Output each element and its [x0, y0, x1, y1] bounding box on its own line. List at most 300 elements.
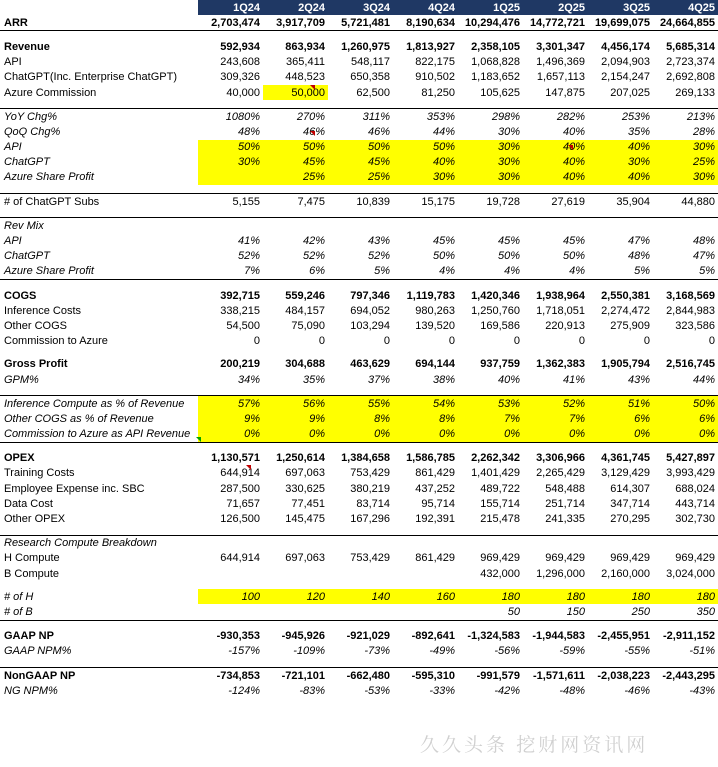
- cell-nonnp-1q24[interactable]: -734,853: [198, 667, 263, 683]
- cell-azure-3q25[interactable]: 207,025: [610, 86, 650, 99]
- cell-gap11-3q25[interactable]: [588, 620, 653, 629]
- cell-bcompute-2q25[interactable]: 1,296,000: [536, 567, 585, 580]
- cell-gap9-4q25[interactable]: [653, 527, 718, 536]
- cell-yoy-1q25[interactable]: 298%: [458, 109, 523, 125]
- cell-mix_chatgpt-4q25[interactable]: 47%: [692, 250, 715, 263]
- cell-commrev-4q24[interactable]: 0%: [393, 427, 458, 443]
- cell-commazure-2q24[interactable]: 0: [318, 335, 325, 348]
- cell-othercogs-3q25[interactable]: 275,909: [610, 319, 650, 332]
- row-label-gap11[interactable]: [0, 620, 198, 629]
- cell-qoq_chatgpt-1q24[interactable]: 30%: [198, 155, 263, 170]
- row-label-revenue[interactable]: Revenue: [4, 40, 50, 53]
- cell-gap7-1q25[interactable]: [458, 387, 523, 396]
- cell-commazure-4q25[interactable]: 0: [708, 335, 715, 348]
- cell-revmix-1q24[interactable]: [198, 218, 263, 234]
- row-label-gpm[interactable]: GPM%: [4, 373, 39, 386]
- cell-datacost-4q24[interactable]: 95,714: [421, 497, 455, 510]
- cell-mix_api-4q25[interactable]: 48%: [692, 235, 715, 248]
- cell-cogs-2q25[interactable]: 1,938,964: [536, 289, 585, 302]
- cell-mix_api-1q25[interactable]: 45%: [497, 235, 520, 248]
- cell-qoq_chatgpt-4q25[interactable]: 25%: [653, 155, 718, 170]
- row-label-bcompute[interactable]: B Compute: [4, 567, 60, 580]
- cell-numb-2q24[interactable]: [263, 604, 328, 620]
- cell-azure-3q24[interactable]: 62,500: [356, 86, 390, 99]
- cell-gaapnp-4q25[interactable]: -2,911,152: [663, 630, 715, 643]
- row-label-gap3[interactable]: [0, 185, 198, 194]
- cell-gap12-2q24[interactable]: [263, 659, 328, 668]
- cell-gap1-4q25[interactable]: [653, 31, 718, 40]
- cell-mix_api-3q24[interactable]: 43%: [367, 235, 390, 248]
- cell-inference-3q25[interactable]: 2,274,472: [601, 304, 650, 317]
- row-label-gp[interactable]: Gross Profit: [4, 358, 68, 371]
- cell-numh-4q25[interactable]: 180: [653, 589, 718, 604]
- cell-training-2q25[interactable]: 2,265,429: [536, 467, 585, 480]
- cell-revmix-3q24[interactable]: [328, 218, 393, 234]
- cell-gap6-4q25[interactable]: [653, 349, 718, 357]
- cell-cogs-3q25[interactable]: 2,550,381: [601, 289, 650, 302]
- cell-ngnpm-2q24[interactable]: -83%: [299, 684, 325, 697]
- cell-othercogs-4q24[interactable]: 139,520: [415, 319, 455, 332]
- cell-rcb-1q25[interactable]: [458, 535, 523, 551]
- cell-infrev-3q25[interactable]: 51%: [588, 396, 653, 412]
- cell-gap8-4q25[interactable]: [653, 442, 718, 451]
- cell-othrev-4q25[interactable]: 6%: [653, 411, 718, 426]
- cell-chatgpt-2q24[interactable]: 448,523: [285, 71, 325, 84]
- cell-datacost-3q24[interactable]: 83,714: [356, 497, 390, 510]
- cell-gap5-2q25[interactable]: [523, 280, 588, 289]
- cell-infrev-1q24[interactable]: 57%: [198, 396, 263, 412]
- row-label-mix_chatgpt[interactable]: ChatGPT: [4, 250, 50, 263]
- cell-qoq_chatgpt-3q25[interactable]: 30%: [588, 155, 653, 170]
- cell-numh-3q24[interactable]: 140: [328, 589, 393, 604]
- cell-commrev-2q25[interactable]: 0%: [523, 427, 588, 443]
- cell-datacost-3q25[interactable]: 347,714: [610, 497, 650, 510]
- cell-gap3-4q25[interactable]: [653, 185, 718, 194]
- cell-cogs-1q25[interactable]: 1,420,346: [471, 289, 520, 302]
- cell-qoq-4q25[interactable]: 28%: [692, 125, 715, 138]
- row-label-gap9[interactable]: [0, 527, 198, 536]
- cell-hcompute-2q24[interactable]: 697,063: [285, 552, 325, 565]
- cell-api-3q24[interactable]: 548,117: [351, 56, 390, 69]
- cell-infrev-4q25[interactable]: 50%: [653, 396, 718, 412]
- cell-gap2-1q24[interactable]: [198, 100, 263, 109]
- cell-gap1-2q25[interactable]: [523, 31, 588, 40]
- cell-bcompute-3q25[interactable]: 2,160,000: [601, 567, 650, 580]
- cell-chatgpt-2q25[interactable]: 1,657,113: [536, 71, 585, 84]
- cell-mix_chatgpt-1q24[interactable]: 52%: [237, 250, 260, 263]
- cell-gp-3q25[interactable]: 1,905,794: [601, 358, 650, 371]
- row-label-hcompute[interactable]: H Compute: [4, 552, 60, 565]
- cell-gap10-1q25[interactable]: [458, 581, 523, 589]
- cell-api-2q25[interactable]: 1,496,369: [536, 56, 585, 69]
- cell-gap1-4q24[interactable]: [393, 31, 458, 40]
- cell-gap5-3q25[interactable]: [588, 280, 653, 289]
- cell-otheropex-2q24[interactable]: 145,475: [285, 513, 325, 526]
- cell-arr-4q24[interactable]: 8,190,634: [393, 15, 458, 31]
- cell-gap7-2q24[interactable]: [263, 387, 328, 396]
- cell-qoq_azure-3q24[interactable]: 25%: [328, 170, 393, 185]
- cell-gaapnpm-1q25[interactable]: -56%: [494, 645, 520, 658]
- cell-mix_api-2q24[interactable]: 42%: [302, 235, 325, 248]
- cell-ngnpm-3q24[interactable]: -53%: [364, 684, 390, 697]
- cell-infrev-4q24[interactable]: 54%: [393, 396, 458, 412]
- cell-gaapnpm-1q24[interactable]: -157%: [228, 645, 260, 658]
- cell-mix_azure-4q24[interactable]: 4%: [393, 264, 458, 280]
- cell-inference-3q24[interactable]: 694,052: [350, 304, 390, 317]
- column-header-1q25[interactable]: 1Q25: [458, 0, 523, 15]
- cell-mix_api-2q25[interactable]: 45%: [562, 235, 585, 248]
- cell-nonnp-3q25[interactable]: -2,038,223: [588, 667, 653, 683]
- cell-api-1q24[interactable]: 243,608: [220, 56, 260, 69]
- cell-arr-3q25[interactable]: 19,699,075: [588, 15, 653, 31]
- cell-opex-2q24[interactable]: 1,250,614: [276, 452, 325, 465]
- cell-revmix-2q24[interactable]: [263, 218, 328, 234]
- cell-numb-4q25[interactable]: 350: [653, 604, 718, 620]
- cell-numb-3q25[interactable]: 250: [588, 604, 653, 620]
- cell-bcompute-3q24[interactable]: [328, 566, 393, 581]
- cell-subs-3q24[interactable]: 10,839: [328, 194, 393, 210]
- cell-gap4-2q24[interactable]: [263, 209, 328, 218]
- cell-gap3-2q24[interactable]: [263, 185, 328, 194]
- cell-ngnpm-4q25[interactable]: -43%: [689, 684, 715, 697]
- cell-qoq_azure-2q25[interactable]: 40%: [523, 170, 588, 185]
- cell-gap7-3q24[interactable]: [328, 387, 393, 396]
- row-label-chatgpt[interactable]: ChatGPT(Inc. Enterprise ChatGPT): [4, 71, 177, 84]
- cell-yoy-1q24[interactable]: 1080%: [198, 109, 263, 125]
- row-label-subs[interactable]: # of ChatGPT Subs: [0, 194, 198, 210]
- cell-gap2-1q25[interactable]: [458, 100, 523, 109]
- cell-gap6-3q25[interactable]: [588, 349, 653, 357]
- cell-nonnp-2q24[interactable]: -721,101: [263, 667, 328, 683]
- cell-gap8-2q25[interactable]: [523, 442, 588, 451]
- cell-gap10-3q24[interactable]: [328, 581, 393, 589]
- cell-qoq_chatgpt-2q24[interactable]: 45%: [263, 155, 328, 170]
- cell-gap5-4q24[interactable]: [393, 280, 458, 289]
- cell-gp-4q25[interactable]: 2,516,745: [666, 358, 715, 371]
- cell-qoq-2q24[interactable]: 46%: [302, 125, 325, 138]
- cell-gaapnpm-3q25[interactable]: -55%: [624, 645, 650, 658]
- cell-subs-4q24[interactable]: 15,175: [393, 194, 458, 210]
- cell-revenue-4q24[interactable]: 1,813,927: [406, 40, 455, 53]
- row-label-training[interactable]: Training Costs: [4, 467, 75, 480]
- cell-revmix-3q25[interactable]: [588, 218, 653, 234]
- cell-numh-1q25[interactable]: 180: [458, 589, 523, 604]
- cell-numb-1q24[interactable]: [198, 604, 263, 620]
- cell-inference-1q25[interactable]: 1,250,760: [471, 304, 520, 317]
- cell-gap6-3q24[interactable]: [328, 349, 393, 357]
- cell-gap8-2q24[interactable]: [263, 442, 328, 451]
- cell-gap11-3q24[interactable]: [328, 620, 393, 629]
- cell-otheropex-1q25[interactable]: 215,478: [480, 513, 520, 526]
- cell-mix_api-1q24[interactable]: 41%: [237, 235, 260, 248]
- row-label-qoq_azure[interactable]: Azure Share Profit: [4, 171, 94, 184]
- cell-qoq_api-2q25[interactable]: 40%: [523, 140, 588, 155]
- cell-gaapnp-3q24[interactable]: -921,029: [346, 630, 390, 643]
- cell-infrev-2q24[interactable]: 56%: [263, 396, 328, 412]
- cell-opex-1q24[interactable]: 1,130,571: [211, 452, 260, 465]
- cell-yoy-2q24[interactable]: 270%: [263, 109, 328, 125]
- cell-empexp-1q24[interactable]: 287,500: [220, 482, 260, 495]
- cell-nonnp-2q25[interactable]: -1,571,611: [523, 667, 588, 683]
- cell-api-4q25[interactable]: 2,723,374: [666, 56, 715, 69]
- row-label-commrev[interactable]: Commission to Azure as API Revenue: [0, 427, 198, 443]
- cell-empexp-3q25[interactable]: 614,307: [610, 482, 650, 495]
- cell-azure-4q25[interactable]: 269,133: [675, 86, 715, 99]
- cell-infrev-2q25[interactable]: 52%: [523, 396, 588, 412]
- cell-mix_azure-3q24[interactable]: 5%: [328, 264, 393, 280]
- cell-gpm-4q24[interactable]: 38%: [432, 373, 455, 386]
- cell-othercogs-2q25[interactable]: 220,913: [545, 319, 585, 332]
- cell-inference-4q25[interactable]: 2,844,983: [666, 304, 715, 317]
- cell-qoq_api-4q24[interactable]: 50%: [393, 140, 458, 155]
- column-header-2q25[interactable]: 2Q25: [523, 0, 588, 15]
- cell-qoq-2q25[interactable]: 40%: [562, 125, 585, 138]
- cell-gaapnpm-3q24[interactable]: -73%: [364, 645, 390, 658]
- cell-opex-3q25[interactable]: 4,361,745: [601, 452, 650, 465]
- cell-gaapnp-1q25[interactable]: -1,324,583: [467, 630, 520, 643]
- cell-gap1-3q24[interactable]: [328, 31, 393, 40]
- cell-gp-1q24[interactable]: 200,219: [220, 358, 260, 371]
- cell-gap12-3q24[interactable]: [328, 659, 393, 668]
- cell-qoq_api-2q24[interactable]: 50%: [263, 140, 328, 155]
- cell-subs-1q24[interactable]: 5,155: [198, 194, 263, 210]
- cell-empexp-2q24[interactable]: 330,625: [285, 482, 325, 495]
- cell-rcb-4q24[interactable]: [393, 535, 458, 551]
- row-label-ngnpm[interactable]: NG NPM%: [4, 684, 58, 697]
- cell-api-1q25[interactable]: 1,068,828: [471, 56, 520, 69]
- cell-gap9-2q24[interactable]: [263, 527, 328, 536]
- cell-opex-4q24[interactable]: 1,586,785: [406, 452, 455, 465]
- cell-revmix-4q25[interactable]: [653, 218, 718, 234]
- cell-empexp-4q24[interactable]: 437,252: [415, 482, 455, 495]
- cell-bcompute-1q24[interactable]: [198, 566, 263, 581]
- cell-gap10-1q24[interactable]: [198, 581, 263, 589]
- row-label-gap12[interactable]: [0, 659, 198, 668]
- row-label-othrev[interactable]: Other COGS as % of Revenue: [4, 412, 154, 425]
- cell-gap1-2q24[interactable]: [263, 31, 328, 40]
- cell-gap7-4q25[interactable]: [653, 387, 718, 396]
- cell-chatgpt-1q24[interactable]: 309,326: [220, 71, 260, 84]
- cell-gap11-4q24[interactable]: [393, 620, 458, 629]
- cell-gaapnp-4q24[interactable]: -892,641: [411, 630, 455, 643]
- cell-othercogs-1q25[interactable]: 169,586: [480, 319, 520, 332]
- cell-gap2-4q24[interactable]: [393, 100, 458, 109]
- cell-commazure-4q24[interactable]: 0: [448, 335, 455, 348]
- cell-revmix-4q24[interactable]: [393, 218, 458, 234]
- row-label-commazure[interactable]: Commission to Azure: [4, 335, 108, 348]
- cell-gp-2q24[interactable]: 304,688: [285, 358, 325, 371]
- cell-azure-4q24[interactable]: 81,250: [421, 86, 455, 99]
- cell-gap6-4q24[interactable]: [393, 349, 458, 357]
- row-label-othercogs[interactable]: Other COGS: [4, 319, 67, 332]
- cell-otheropex-2q25[interactable]: 241,335: [545, 513, 585, 526]
- cell-gap11-2q24[interactable]: [263, 620, 328, 629]
- cell-otheropex-4q25[interactable]: 302,730: [675, 513, 715, 526]
- cell-numh-2q25[interactable]: 180: [523, 589, 588, 604]
- cell-commazure-1q24[interactable]: 0: [253, 335, 260, 348]
- cell-azure-2q24[interactable]: 50,000: [263, 85, 328, 100]
- cell-gap8-3q24[interactable]: [328, 442, 393, 451]
- cell-gap1-1q24[interactable]: [198, 31, 263, 40]
- cell-gap5-1q24[interactable]: [198, 280, 263, 289]
- cell-inference-1q24[interactable]: 338,215: [220, 304, 260, 317]
- cell-opex-1q25[interactable]: 2,262,342: [471, 452, 520, 465]
- cell-othrev-2q24[interactable]: 9%: [263, 411, 328, 426]
- cell-subs-2q25[interactable]: 27,619: [523, 194, 588, 210]
- cell-otheropex-4q24[interactable]: 192,391: [415, 513, 455, 526]
- cell-gap3-3q24[interactable]: [328, 185, 393, 194]
- cell-empexp-3q24[interactable]: 380,219: [350, 482, 390, 495]
- cell-numh-4q24[interactable]: 160: [393, 589, 458, 604]
- cell-othercogs-4q25[interactable]: 323,586: [675, 319, 715, 332]
- cell-qoq_api-3q25[interactable]: 40%: [588, 140, 653, 155]
- cell-mix_azure-2q25[interactable]: 4%: [523, 264, 588, 280]
- cell-gap10-3q25[interactable]: [588, 581, 653, 589]
- cell-othercogs-2q24[interactable]: 75,090: [291, 319, 325, 332]
- cell-commrev-4q25[interactable]: 0%: [653, 427, 718, 443]
- cell-gap4-4q25[interactable]: [653, 209, 718, 218]
- cell-arr-2q24[interactable]: 3,917,709: [263, 15, 328, 31]
- cell-qoq_chatgpt-4q24[interactable]: 40%: [393, 155, 458, 170]
- cell-gap6-2q24[interactable]: [263, 349, 328, 357]
- cell-gap8-1q25[interactable]: [458, 442, 523, 451]
- cell-gap11-1q25[interactable]: [458, 620, 523, 629]
- cell-gap2-4q25[interactable]: [653, 100, 718, 109]
- column-header-2q24[interactable]: 2Q24: [263, 0, 328, 15]
- cell-infrev-1q25[interactable]: 53%: [458, 396, 523, 412]
- cell-inference-4q24[interactable]: 980,263: [415, 304, 455, 317]
- cell-gap1-1q25[interactable]: [458, 31, 523, 40]
- cell-gap8-3q25[interactable]: [588, 442, 653, 451]
- row-label-gap2[interactable]: [0, 100, 198, 109]
- cell-training-1q24[interactable]: 644,914: [220, 467, 260, 480]
- cell-revenue-2q25[interactable]: 3,301,347: [536, 40, 585, 53]
- cell-othrev-1q25[interactable]: 7%: [458, 411, 523, 426]
- cell-gaapnpm-4q24[interactable]: -49%: [429, 645, 455, 658]
- cell-gpm-3q24[interactable]: 37%: [367, 373, 390, 386]
- cell-qoq_api-1q25[interactable]: 30%: [458, 140, 523, 155]
- cell-azure-1q24[interactable]: 40,000: [226, 86, 260, 99]
- cell-ngnpm-3q25[interactable]: -46%: [624, 684, 650, 697]
- row-label-gap5[interactable]: [0, 280, 198, 289]
- cell-bcompute-1q25[interactable]: 432,000: [480, 567, 520, 580]
- cell-qoq_api-4q25[interactable]: 30%: [653, 140, 718, 155]
- cell-cogs-4q24[interactable]: 1,119,783: [406, 289, 455, 302]
- cell-cogs-2q24[interactable]: 559,246: [285, 289, 325, 302]
- row-label-empexp[interactable]: Employee Expense inc. SBC: [4, 482, 145, 495]
- cell-gap4-4q24[interactable]: [393, 209, 458, 218]
- cell-arr-4q25[interactable]: 24,664,855: [653, 15, 718, 31]
- row-label-gap7[interactable]: [0, 387, 198, 396]
- cell-gap3-4q24[interactable]: [393, 185, 458, 194]
- cell-mix_azure-2q24[interactable]: 6%: [263, 264, 328, 280]
- cell-gap4-3q25[interactable]: [588, 209, 653, 218]
- row-label-azure[interactable]: Azure Commission: [4, 86, 97, 99]
- cell-cogs-1q24[interactable]: 392,715: [220, 289, 260, 302]
- cell-othrev-1q24[interactable]: 9%: [198, 411, 263, 426]
- row-label-inference[interactable]: Inference Costs: [4, 304, 82, 317]
- cell-arr-2q25[interactable]: 14,772,721: [523, 15, 588, 31]
- cell-hcompute-1q25[interactable]: 969,429: [480, 552, 520, 565]
- cell-hcompute-4q25[interactable]: 969,429: [675, 552, 715, 565]
- cell-gpm-4q25[interactable]: 44%: [692, 373, 715, 386]
- cell-arr-1q24[interactable]: 2,703,474: [198, 15, 263, 31]
- cell-numb-4q24[interactable]: [393, 604, 458, 620]
- row-label-mix_api[interactable]: API: [4, 235, 22, 248]
- cell-gap10-4q25[interactable]: [653, 581, 718, 589]
- cell-api-4q24[interactable]: 822,175: [415, 56, 455, 69]
- cell-numh-2q24[interactable]: 120: [263, 589, 328, 604]
- cell-chatgpt-4q24[interactable]: 910,502: [415, 71, 455, 84]
- cell-chatgpt-3q24[interactable]: 650,358: [350, 71, 390, 84]
- cell-gap12-4q24[interactable]: [393, 659, 458, 668]
- cell-numh-1q24[interactable]: 100: [198, 589, 263, 604]
- cell-otheropex-3q24[interactable]: 167,296: [350, 513, 390, 526]
- cell-hcompute-2q25[interactable]: 969,429: [545, 552, 585, 565]
- cell-hcompute-3q24[interactable]: 753,429: [350, 552, 390, 565]
- cell-gap4-1q25[interactable]: [458, 209, 523, 218]
- cell-gaapnp-2q25[interactable]: -1,944,583: [532, 630, 585, 643]
- column-header-4q25[interactable]: 4Q25: [653, 0, 718, 15]
- cell-gap12-1q24[interactable]: [198, 659, 263, 668]
- row-label-opex[interactable]: OPEX: [4, 452, 35, 465]
- cell-cogs-4q25[interactable]: 3,168,569: [666, 289, 715, 302]
- cell-gpm-2q25[interactable]: 41%: [562, 373, 585, 386]
- cell-ngnpm-1q25[interactable]: -42%: [494, 684, 520, 697]
- cell-qoq_chatgpt-3q24[interactable]: 45%: [328, 155, 393, 170]
- cell-qoq-3q24[interactable]: 46%: [367, 125, 390, 138]
- row-label-qoq_api[interactable]: API: [4, 141, 22, 154]
- cell-yoy-4q24[interactable]: 353%: [393, 109, 458, 125]
- cell-gap10-2q25[interactable]: [523, 581, 588, 589]
- cell-gap3-3q25[interactable]: [588, 185, 653, 194]
- cell-othercogs-1q24[interactable]: 54,500: [226, 319, 260, 332]
- cell-subs-4q25[interactable]: 44,880: [653, 194, 718, 210]
- cell-datacost-2q25[interactable]: 251,714: [545, 497, 585, 510]
- cell-gap2-3q24[interactable]: [328, 100, 393, 109]
- cell-commrev-2q24[interactable]: 0%: [263, 427, 328, 443]
- row-label-rcb[interactable]: Research Compute Breakdown: [0, 535, 198, 551]
- cell-datacost-2q24[interactable]: 77,451: [291, 497, 325, 510]
- cell-numb-2q25[interactable]: 150: [523, 604, 588, 620]
- cell-gap11-1q24[interactable]: [198, 620, 263, 629]
- cell-revenue-1q24[interactable]: 592,934: [220, 40, 260, 53]
- cell-gap5-2q24[interactable]: [263, 280, 328, 289]
- cell-hcompute-3q25[interactable]: 969,429: [610, 552, 650, 565]
- cell-qoq-4q24[interactable]: 44%: [432, 125, 455, 138]
- cell-yoy-3q25[interactable]: 253%: [588, 109, 653, 125]
- cell-qoq-3q25[interactable]: 35%: [627, 125, 650, 138]
- cell-revenue-3q24[interactable]: 1,260,975: [341, 40, 390, 53]
- row-label-yoy[interactable]: YoY Chg%: [0, 109, 198, 125]
- cell-rcb-2q24[interactable]: [263, 535, 328, 551]
- cell-opex-4q25[interactable]: 5,427,897: [666, 452, 715, 465]
- cell-commazure-3q25[interactable]: 0: [643, 335, 650, 348]
- cell-gap4-3q24[interactable]: [328, 209, 393, 218]
- cell-gap9-3q25[interactable]: [588, 527, 653, 536]
- cell-ngnpm-4q24[interactable]: -33%: [429, 684, 455, 697]
- cell-gap10-4q24[interactable]: [393, 581, 458, 589]
- cell-commrev-3q25[interactable]: 0%: [588, 427, 653, 443]
- cell-othercogs-3q24[interactable]: 103,294: [350, 319, 390, 332]
- column-header-3q24[interactable]: 3Q24: [328, 0, 393, 15]
- column-header-1q24[interactable]: 1Q24: [198, 0, 263, 15]
- cell-otheropex-1q24[interactable]: 126,500: [220, 513, 260, 526]
- cell-mix_api-3q25[interactable]: 47%: [627, 235, 650, 248]
- cell-inference-2q24[interactable]: 484,157: [285, 304, 325, 317]
- row-label-gap4[interactable]: [0, 209, 198, 218]
- cell-rcb-1q24[interactable]: [198, 535, 263, 551]
